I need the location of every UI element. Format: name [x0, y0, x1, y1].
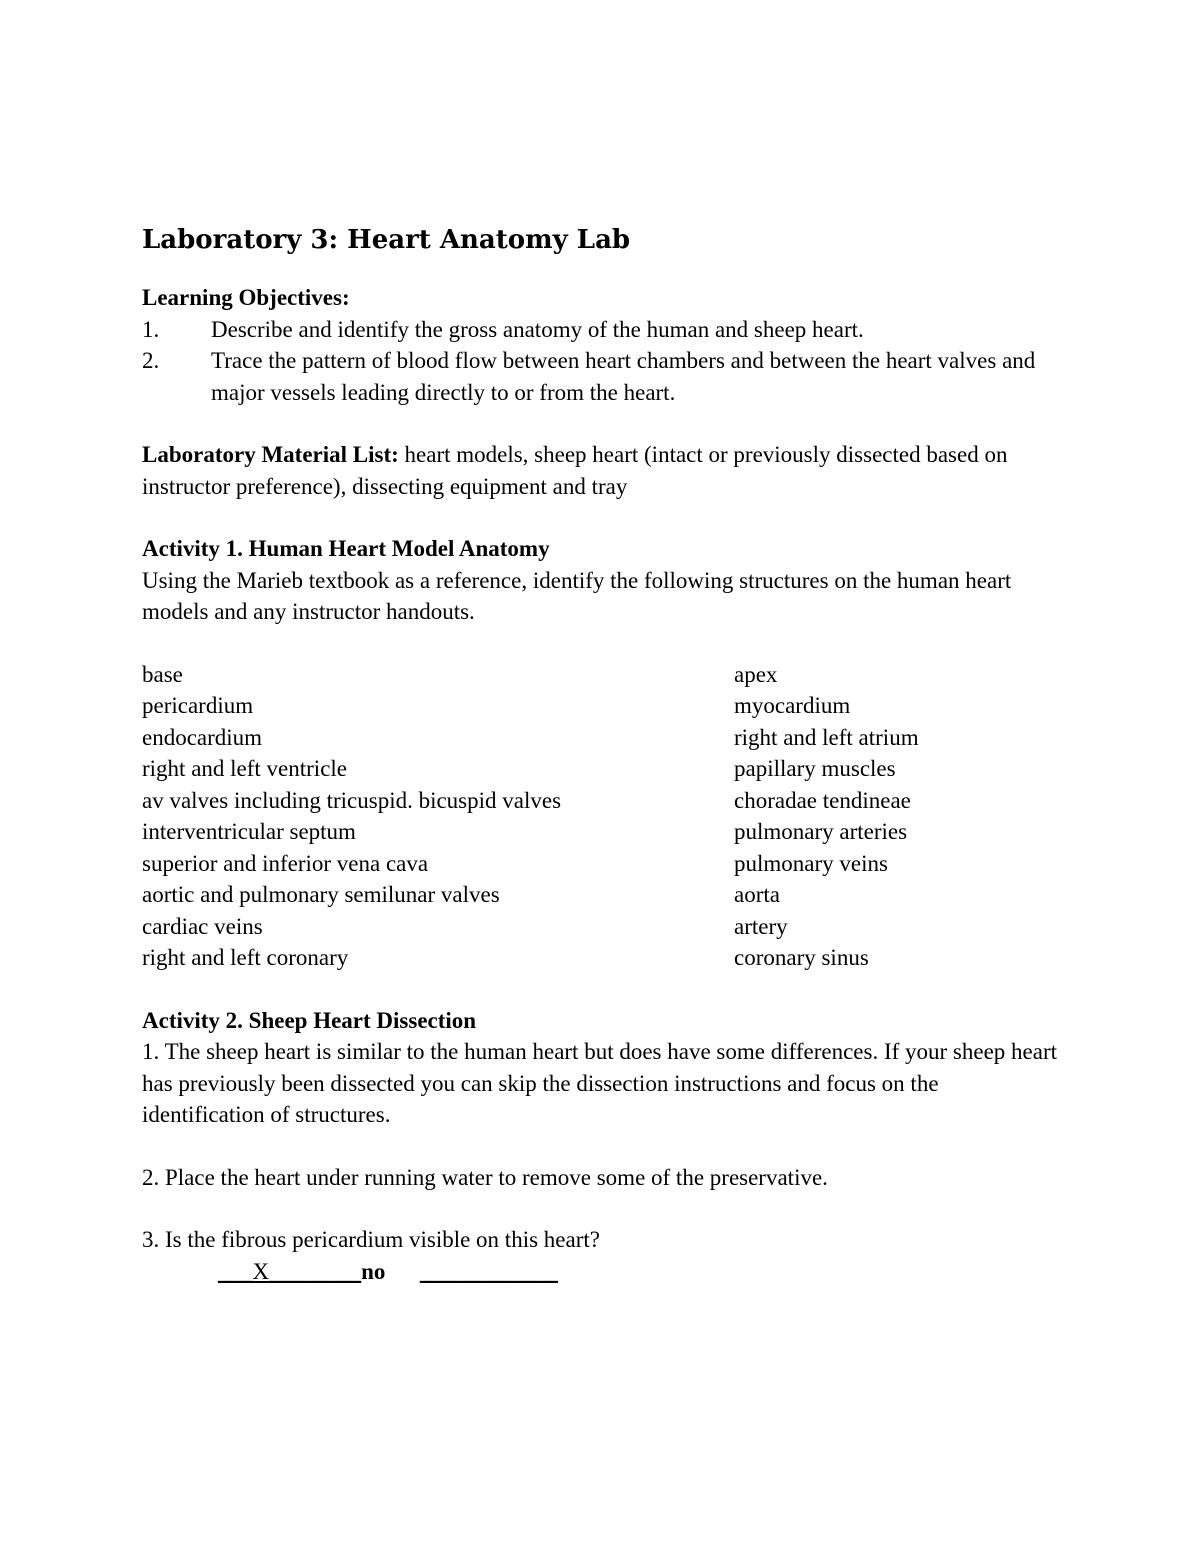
structure-right: right and left atrium: [734, 724, 919, 750]
structure-right: artery: [734, 913, 788, 939]
answer-blank: ____________: [419, 1258, 558, 1284]
structure-left: pericardium: [142, 693, 254, 718]
activity1-heading: Activity 1. Human Heart Model Anatomy: [142, 536, 550, 561]
materials-text: heart models, sheep heart (intact or previously dissected based on instructor preference), dissecting equipment and tray: [142, 442, 1008, 499]
structure-right: aorta: [734, 882, 780, 907]
structure-right: papillary muscles: [734, 756, 896, 781]
list-item: [142, 345, 1062, 408]
structure-left: interventricular septum: [142, 819, 356, 844]
answer-blank: ___: [218, 1258, 253, 1284]
list-item: [142, 314, 1062, 346]
structures-list: [142, 659, 1062, 974]
materials-label: Laboratory Material List:: [142, 442, 399, 467]
materials-paragraph: [142, 439, 1062, 502]
activity2-step: 1. The sheep heart is similar to the human heart but does have some differences. If your sheep heart has previously been dissected you can skip the dissection instructions and focus on the identification of structures.: [142, 1039, 1058, 1127]
objective-number: 1.: [142, 316, 160, 342]
objective-number: 2.: [142, 348, 160, 373]
structure-right: pulmonary veins: [734, 850, 888, 876]
activity2-step: 2. Place the heart under running water to remove some of the preservative.: [142, 1164, 828, 1190]
structure-left: right and left coronary: [142, 945, 349, 970]
structure-left: cardiac veins: [142, 913, 263, 939]
answer-yes-mark: X: [252, 1258, 270, 1284]
answer-blank: ________: [269, 1258, 362, 1284]
document-page: [142, 220, 1062, 1287]
structure-right: pulmonary arteries: [734, 819, 908, 844]
page-title: Laboratory 3: Heart Anatomy Lab: [142, 225, 631, 255]
objective-text: Describe and identify the gross anatomy of the human and sheep heart.: [211, 316, 864, 342]
structure-left: endocardium: [142, 724, 263, 750]
structure-left: superior and inferior vena cava: [142, 850, 429, 876]
structure-left: right and left ventricle: [142, 756, 348, 781]
structure-left: base: [142, 661, 183, 687]
answer-line: [142, 1256, 1062, 1288]
activity1-intro: Using the Marieb textbook as a reference, identify the following structures on the human heart models and any instructor handouts.: [142, 567, 1012, 624]
structure-right: coronary sinus: [734, 945, 869, 970]
structure-right: apex: [734, 661, 778, 687]
structure-left: aortic and pulmonary semilunar valves: [142, 882, 500, 907]
structure-right: choradae tendineae: [734, 787, 911, 813]
activity2-step: 3. Is the fibrous pericardium visible on this heart?: [142, 1227, 600, 1252]
objective-text: Trace the pattern of blood flow between heart chambers and between the heart valves and major vessels leading directly to or from the heart.: [211, 348, 1036, 405]
learning-objectives-heading: Learning Objectives:: [142, 285, 350, 310]
structure-right: myocardium: [734, 693, 851, 718]
learning-objectives-list: [142, 314, 1062, 409]
activity2-heading: Activity 2. Sheep Heart Dissection: [142, 1007, 477, 1033]
answer-no-label: no: [361, 1258, 386, 1284]
structure-left: av valves including tricuspid. bicuspid valves: [142, 787, 562, 813]
